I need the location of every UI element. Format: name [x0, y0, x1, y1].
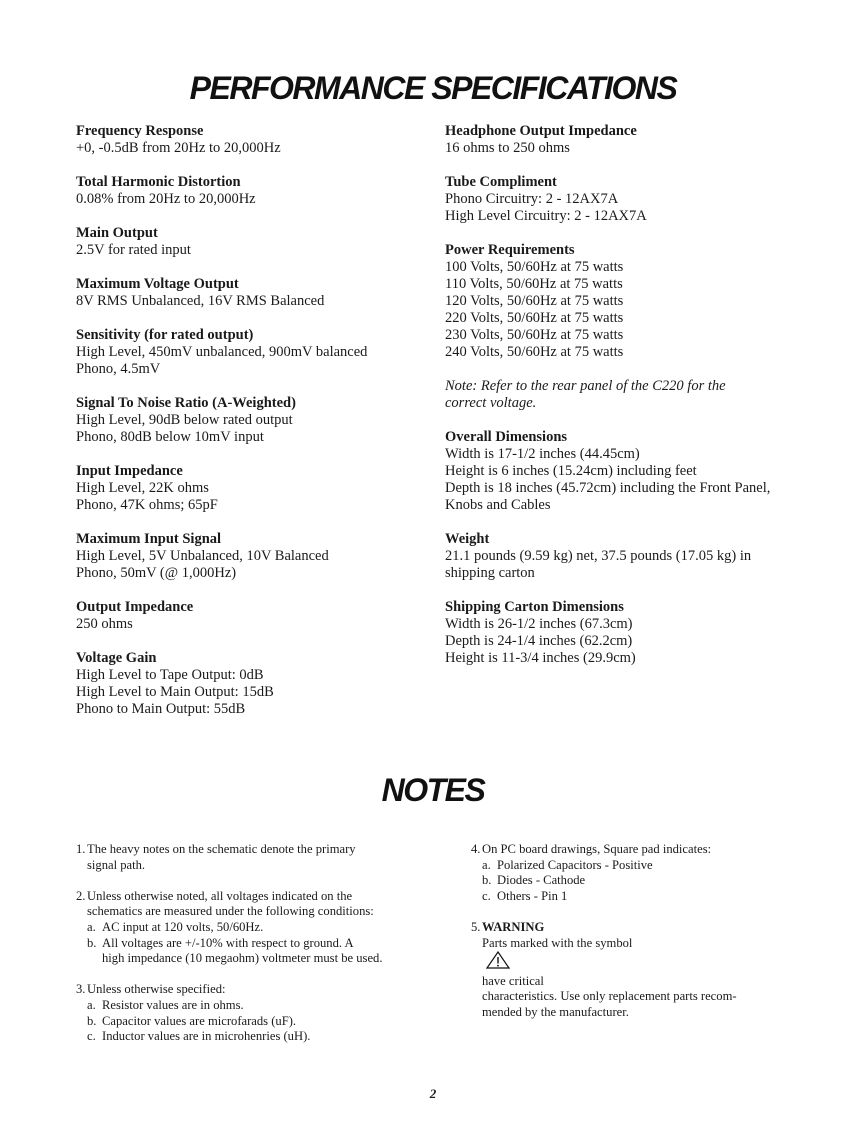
spec-heading: Voltage Gain: [76, 650, 157, 666]
spec-value: 21.1 pounds (9.59 kg) net, 37.5 pounds (17.05 kg) in: [445, 548, 752, 564]
specs-left-column: [76, 123, 421, 735]
spec-heading: Tube Compliment: [445, 174, 557, 190]
spec-value: Depth is 24-1/4 inches (62.2cm): [445, 633, 633, 649]
spec-value: Height is 11-3/4 inches (29.9cm): [445, 650, 636, 666]
spec-value: 2.5V for rated input: [76, 242, 191, 258]
note-1: 1. The heavy notes on the schematic denote the primary signal path.: [76, 842, 356, 872]
spec-heading: Main Output: [76, 225, 158, 241]
spec-value: Phono, 50mV (@ 1,000Hz): [76, 565, 237, 581]
note-2-sub-b: b. All voltages are +/-10% with respect to ground. A high impedance (10 megaohm) voltmeter must be used.: [87, 935, 383, 966]
note-4-sub-c: c. Others - Pin 1: [482, 888, 568, 903]
spec-block: [76, 599, 421, 633]
spec-value: Depth is 18 inches (45.72cm) including the Front Panel,: [445, 480, 771, 496]
spec-value: High Level to Main Output: 15dB: [76, 684, 274, 700]
spec-heading: Headphone Output Impedance: [445, 123, 637, 139]
spec-value: shipping carton: [445, 565, 535, 581]
spec-value: 250 ohms: [76, 616, 133, 632]
spec-heading: Overall Dimensions: [445, 429, 568, 445]
spec-value: Phono Circuitry: 2 - 12AX7A: [445, 191, 619, 207]
spec-heading: Signal To Noise Ratio (A-Weighted): [76, 395, 296, 411]
spec-value: 8V RMS Unbalanced, 16V RMS Balanced: [76, 293, 325, 309]
spec-heading: Frequency Response: [76, 123, 204, 139]
spec-value: High Level, 450mV unbalanced, 900mV balanced: [76, 344, 368, 360]
page-title: PERFORMANCE SPECIFICATIONS: [189, 70, 677, 106]
spec-heading: Shipping Carton Dimensions: [445, 599, 624, 615]
spec-value: High Level, 22K ohms: [76, 480, 209, 496]
spec-value: High Level Circuitry: 2 - 12AX7A: [445, 208, 647, 224]
spec-block: [76, 225, 421, 259]
note-3-sub-a: a. Resistor values are in ohms.: [87, 997, 244, 1012]
spec-block: [76, 276, 421, 310]
note-3-sub-b: b. Capacitor values are microfarads (uF).: [87, 1013, 297, 1028]
note-3-sub-c: c. Inductor values are in microhenries (uH).: [87, 1029, 311, 1044]
spec-value: High Level, 90dB below rated output: [76, 412, 293, 428]
spec-block: [76, 650, 421, 718]
spec-block: [445, 174, 805, 225]
caution-triangle-icon: [486, 951, 797, 974]
spec-value: 100 Volts, 50/60Hz at 75 watts: [445, 259, 624, 275]
specs-right-group-b: [445, 429, 805, 667]
spec-value: 220 Volts, 50/60Hz at 75 watts: [445, 310, 624, 326]
page-number: 2: [429, 1086, 437, 1101]
spec-value: High Level, 5V Unbalanced, 10V Balanced: [76, 548, 329, 564]
specs-right-group-a: [445, 123, 805, 361]
notes-left-column: [76, 842, 446, 1060]
spec-block: [76, 531, 421, 582]
spec-value: 0.08% from 20Hz to 20,000Hz: [76, 191, 256, 207]
notes-title: NOTES: [381, 772, 485, 808]
spec-value: 230 Volts, 50/60Hz at 75 watts: [445, 327, 624, 343]
spec-value: Width is 17-1/2 inches (44.45cm): [445, 446, 640, 462]
spec-value: 110 Volts, 50/60Hz at 75 watts: [445, 276, 623, 292]
spec-value: 16 ohms to 250 ohms: [445, 140, 570, 156]
spec-block: [76, 395, 421, 446]
spec-value: Width is 26-1/2 inches (67.3cm): [445, 616, 633, 632]
spec-value: +0, -0.5dB from 20Hz to 20,000Hz: [76, 140, 281, 156]
spec-value: Phono, 4.5mV: [76, 361, 161, 377]
spec-block: [76, 123, 421, 157]
spec-block: [76, 327, 421, 378]
note-2: 2. Unless otherwise noted, all voltages indicated on the schematics are measured under the following conditions: a. AC input at 120 volts, 50/60Hz. b. All voltages are +/-10% with respect to ground. A high impedance (10 megaohm) voltmeter must be used.: [76, 889, 446, 967]
spec-block: [445, 123, 805, 157]
spec-block: [445, 429, 805, 514]
spec-value: Height is 6 inches (15.24cm) including feet: [445, 463, 697, 479]
spec-heading: Maximum Voltage Output: [76, 276, 239, 292]
note-4-sub-b: b. Diodes - Cathode: [482, 873, 586, 888]
spec-heading: Input Impedance: [76, 463, 183, 479]
spec-block: [76, 463, 421, 514]
note-3: 3. Unless otherwise specified: a. Resistor values are in ohms. b. Capacitor values are microfarads (uF). c. Inductor values are in microhenries (uH).: [76, 982, 446, 1044]
spec-heading: Sensitivity (for rated output): [76, 327, 254, 343]
spec-heading: Total Harmonic Distortion: [76, 174, 241, 190]
specs-right-column: [445, 123, 805, 684]
spec-heading: Output Impedance: [76, 599, 194, 615]
spec-heading: Weight: [445, 531, 490, 547]
spec-block: [445, 599, 805, 667]
note-2-sub-a: a. AC input at 120 volts, 50/60Hz.: [87, 919, 264, 934]
spec-value: 120 Volts, 50/60Hz at 75 watts: [445, 293, 624, 309]
spec-value: Phono to Main Output: 55dB: [76, 701, 246, 717]
spec-value: 240 Volts, 50/60Hz at 75 watts: [445, 344, 624, 360]
spec-value: Knobs and Cables: [445, 497, 551, 513]
warning-heading: WARNING: [482, 919, 545, 934]
spec-value: High Level to Tape Output: 0dB: [76, 667, 264, 683]
spec-heading: Power Requirements: [445, 242, 575, 258]
note-4-sub-a: a. Polarized Capacitors - Positive: [482, 857, 653, 872]
spec-block: [445, 242, 805, 361]
notes-right-column: [471, 842, 801, 1036]
voltage-note: Note: Refer to the rear panel of the C220 for the correct voltage.: [445, 378, 726, 411]
spec-value: Phono, 47K ohms; 65pF: [76, 497, 218, 513]
spec-block: [445, 531, 805, 582]
note-5-warning: 5. WARNING Parts marked with the symbol have critical characteristics. Use only replacement parts recom- mended by the manufacturer.: [471, 920, 801, 1021]
spec-block: [76, 174, 421, 208]
spec-value: Phono, 80dB below 10mV input: [76, 429, 264, 445]
spec-heading: Maximum Input Signal: [76, 531, 222, 547]
note-4: 4. On PC board drawings, Square pad indicates: a. Polarized Capacitors - Positive b. Diodes - Cathode c. Others - Pin 1: [471, 842, 801, 904]
